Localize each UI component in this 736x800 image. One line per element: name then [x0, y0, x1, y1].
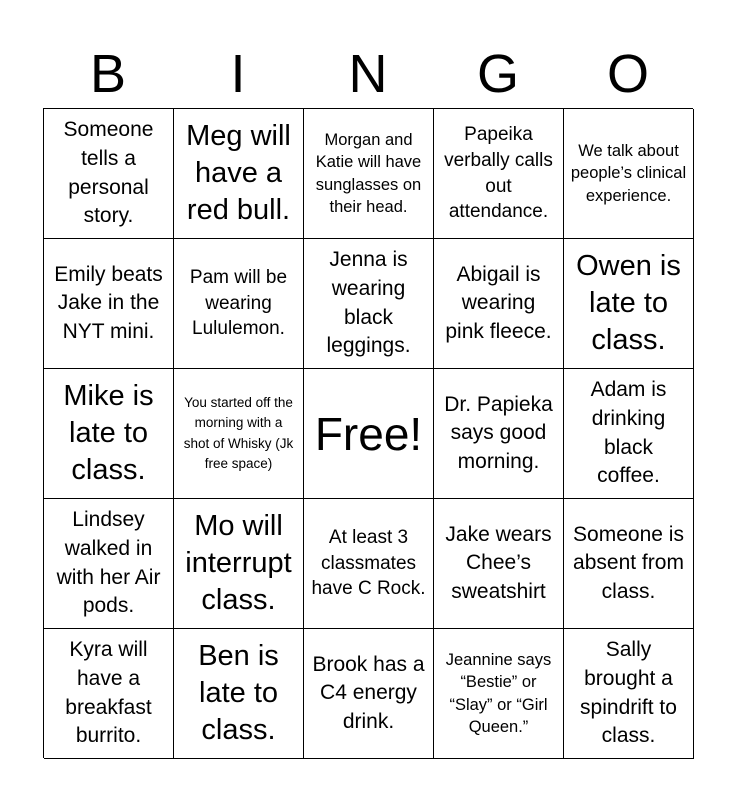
bingo-cell[interactable] [44, 369, 174, 499]
bingo-cell[interactable] [174, 369, 304, 499]
bingo-cell[interactable] [434, 499, 564, 629]
bingo-cell-text: Jake wears Chee’s sweatshirt [445, 522, 552, 603]
bingo-cell-text: Papeika verbally calls out attendance. [444, 123, 553, 223]
bingo-cell-text: Brook has a C4 energy drink. [312, 652, 425, 733]
bingo-cell-text: Mike is late to class. [63, 379, 154, 487]
bingo-cell-text: Morgan and Katie will have sunglasses on their head. [315, 130, 422, 216]
bingo-cell-text: Kyra will have a breakfast burrito. [65, 638, 152, 748]
bingo-cell[interactable] [434, 109, 564, 239]
header-letter-i: I [230, 44, 246, 104]
bingo-cell[interactable] [564, 369, 694, 499]
bingo-cell-text: Jenna is wearing black leggings. [326, 248, 411, 358]
bingo-cell[interactable] [564, 239, 694, 369]
bingo-cell-text: Emily beats Jake in the NYT mini. [54, 262, 163, 343]
bingo-cell-text: Ben is late to class. [198, 639, 279, 747]
bingo-board [43, 108, 693, 758]
bingo-cell[interactable] [434, 239, 564, 369]
header-letter-o: O [606, 44, 649, 104]
bingo-cell[interactable] [564, 109, 694, 239]
bingo-cell-text: Someone is absent from class. [573, 522, 684, 603]
bingo-cell[interactable] [44, 629, 174, 759]
bingo-cell-text: Lindsey walked in with her Air pods. [56, 508, 161, 618]
bingo-cell[interactable] [44, 239, 174, 369]
free-space-cell[interactable] [304, 369, 434, 499]
bingo-cell[interactable] [174, 239, 304, 369]
header-letter-n: N [348, 44, 388, 104]
bingo-cell-text: You started off the morning with a shot of Whisky (Jk free space) [183, 395, 294, 471]
bingo-cell-text: Pam will be wearing Lululemon. [189, 266, 288, 340]
header-letter-g: G [476, 44, 519, 104]
bingo-cell[interactable] [304, 239, 434, 369]
bingo-cell[interactable] [434, 369, 564, 499]
bingo-cell-text: Jeannine says “Bestie” or “Slay” or “Girl Queen.” [445, 650, 552, 736]
bingo-cell[interactable] [304, 109, 434, 239]
bingo-cell[interactable] [304, 499, 434, 629]
bingo-cell[interactable] [564, 629, 694, 759]
bingo-header [43, 40, 693, 108]
bingo-cell-text: Mo will interrupt class. [185, 509, 292, 617]
bingo-cell-text: We talk about people’s clinical experience. [570, 141, 687, 205]
bingo-cell[interactable] [174, 629, 304, 759]
bingo-cell[interactable] [304, 629, 434, 759]
bingo-cell-text: Abigail is wearing pink fleece. [445, 262, 552, 343]
bingo-cell-text: Adam is drinking black coffee. [590, 378, 667, 488]
free-space-text: Free! [314, 407, 423, 460]
bingo-cell-text: Sally brought a spindrift to class. [580, 638, 677, 748]
bingo-cell[interactable] [44, 109, 174, 239]
bingo-cell-text: Someone tells a personal story. [63, 118, 154, 228]
bingo-cell-text: Dr. Papieka says good morning. [444, 392, 553, 473]
header-letter-b: B [89, 44, 127, 104]
bingo-cell[interactable] [174, 109, 304, 239]
bingo-cell[interactable] [564, 499, 694, 629]
bingo-cell-text: At least 3 classmates have C Rock. [311, 526, 426, 600]
bingo-cell-text: Meg will have a red bull. [186, 119, 291, 227]
bingo-cell[interactable] [434, 629, 564, 759]
bingo-cell[interactable] [174, 499, 304, 629]
bingo-cell-text: Owen is late to class. [576, 249, 681, 357]
bingo-cell[interactable] [44, 499, 174, 629]
